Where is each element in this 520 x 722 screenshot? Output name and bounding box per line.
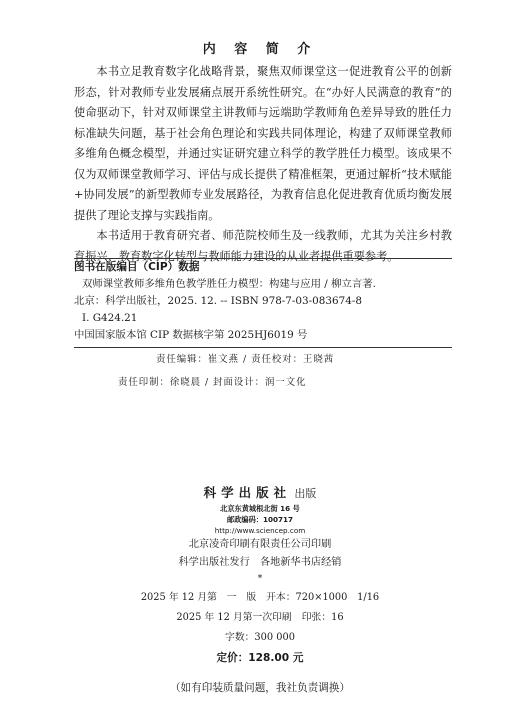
publisher-block xyxy=(0,484,520,586)
cip-number-line: 中国国家版本馆 CIP 数据核字第 2025HJ6019 号 xyxy=(74,329,308,341)
summary xyxy=(74,62,452,267)
cip-block xyxy=(74,258,452,348)
summary-paragraph-1: 本书立足教育数字化战略背景，聚焦双师课堂这一促进教育公平的创新形态，针对教师专业发展痛点展开系统性研究。在“办好人民满意的教育”的使命驱动下，针对双师课堂主讲教师与远端助学教师角色差异导致的胜任力标准缺失问题，基于社会角色理论和实践共同体理论，构建了双师课堂教师多维角色概念模型，并通过实证研究建立科学的教学胜任力模型。该成果不仅为双师课堂教师学习、评估与成长提供了精准框架，更通过解析“技术赋能+协同发展”的新型教师专业发展路径，为教育信息化促进教育优质均衡发展提供了理论支撑与实践指南。 xyxy=(74,65,452,222)
printing-date: 2025 年 12 月第一次印刷 xyxy=(176,612,292,623)
cip-publication-line: 北京：科学出版社，2025. 12. -- ISBN 978-7-03-083674-8 xyxy=(74,295,362,307)
publisher-postcode: 邮政编码：100717 xyxy=(227,515,293,524)
publisher-address: 北京东黄城根北街 16 号 xyxy=(220,504,300,513)
section-title: 内 容 简 介 xyxy=(202,42,318,57)
publisher-name-line xyxy=(0,484,520,503)
specs-block xyxy=(0,588,520,698)
word-count: 字数：300 000 xyxy=(225,632,295,643)
publisher-website: http://www.sciencep.com xyxy=(214,526,306,535)
price: 定价：128.00 元 xyxy=(216,652,304,664)
quality-notice: （如有印装质量问题，我社负责调换） xyxy=(169,682,351,694)
credits-block xyxy=(74,348,452,394)
book-format: 开本：720×1000 1/16 xyxy=(266,592,380,603)
separator-star: * xyxy=(257,574,263,584)
printed-sheets: 印张：16 xyxy=(301,612,344,623)
publisher-suffix: 出版 xyxy=(294,487,317,500)
spec-row-printing xyxy=(0,608,520,628)
printer-line: 北京凌奇印刷有限责任公司印刷 xyxy=(188,539,332,550)
publisher-name: 科学出版社 xyxy=(203,485,292,500)
summary-paragraph-2: 本书适用于教育研究者、师范院校师生及一线教师，尤其为关注乡村教育振兴、教育数字化转型与教师能力建设的从业者提供重要参考。 xyxy=(74,229,452,263)
cip-title-line: 双师课堂教师多维角色教学胜任力模型：构建与应用 / 柳立言著. xyxy=(82,278,376,290)
edition-date: 2025 年 12 月第 一 版 xyxy=(140,592,257,603)
distribution-line: 科学出版社发行 各地新华书店经销 xyxy=(178,557,342,568)
cip-heading: 图书在版编目（CIP）数据 xyxy=(74,261,200,273)
cip-classification-line: Ⅰ. G424.21 xyxy=(82,312,138,324)
credit-production: 责任印制：徐晓晨 / 封面设计：润一文化 xyxy=(118,377,307,388)
spec-row-edition xyxy=(0,588,520,608)
credit-editors: 责任编辑：崔文燕 / 责任校对：王晓茜 xyxy=(156,354,335,365)
